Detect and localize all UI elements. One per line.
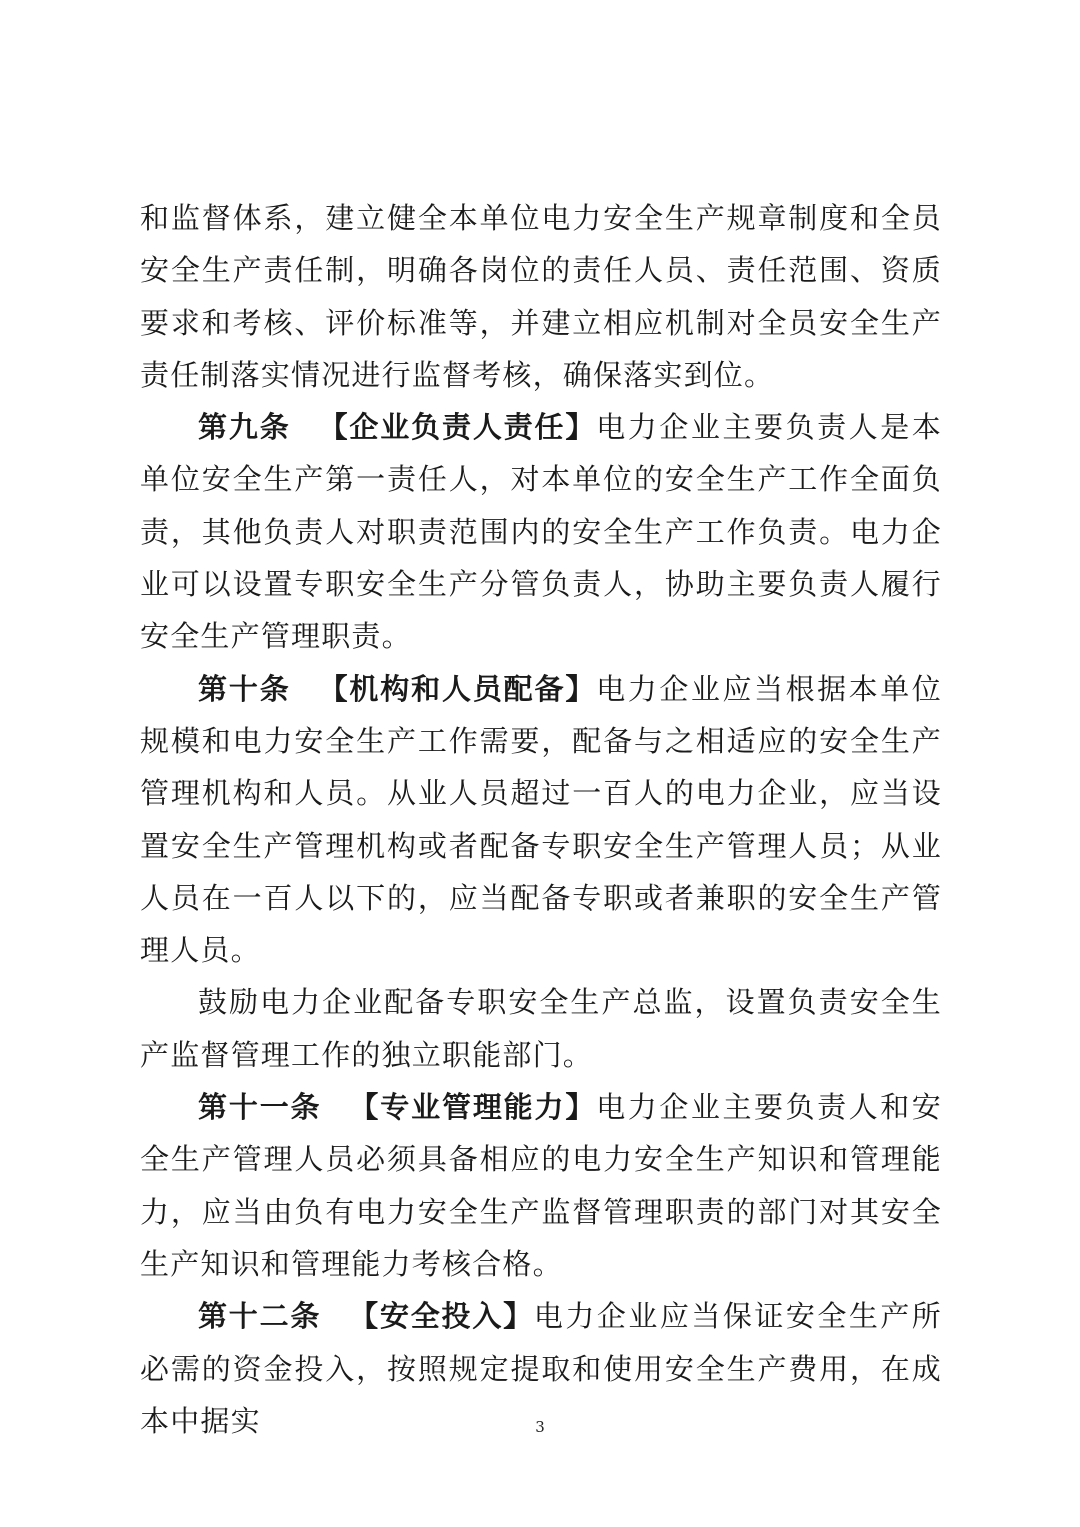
article-number: 第十一条 [198, 1090, 322, 1125]
paragraph-text: 和监督体系，建立健全本单位电力安全生产规章制度和全员安全生产责任制，明确各岗位的责任人员、责任范围、资质要求和考核、评价标准等，并建立相应机制对全员安全生产责任制落实情况进行监督考核，确保落实到位。 [140, 201, 942, 392]
article-text: 电力企业应当根据本单位规模和电力安全生产工作需要，配备与之相适应的安全生产管理机构和人员。从业人员超过一百人的电力企业，应当设置安全生产管理机构或者配备专职安全生产管理人员；从业人员在一百人以下的，应当配备专职或者兼职的安全生产管理人员。 [140, 671, 942, 968]
article-title: 【安全投入】 [349, 1299, 534, 1334]
article-text: 电力企业主要负责人是本单位安全生产第一责任人，对本单位的安全生产工作全面负责，其他负责人对职责范围内的安全生产工作负责。电力企业可以设置专职安全生产分管负责人，协助主要负责人履行安全生产管理职责。 [140, 410, 942, 654]
page-number: 3 [535, 1418, 545, 1436]
article-title: 【专业管理能力】 [349, 1090, 597, 1125]
article-11 [140, 1081, 942, 1290]
article-10 [140, 663, 942, 977]
document-body [140, 192, 942, 1447]
paragraph-continuation [140, 192, 942, 401]
article-text: 电力企业应当保证安全生产所必需的资金投入，按照规定提取和使用安全生产费用，在成本中据实 [140, 1299, 942, 1438]
article-title: 【企业负责人责任】 [318, 410, 597, 445]
article-9 [140, 401, 942, 662]
article-number: 第九条 [198, 410, 291, 445]
article-number: 第十二条 [198, 1299, 322, 1334]
article-10-paragraph-2 [140, 976, 942, 1081]
paragraph-text: 鼓励电力企业配备专职安全生产总监，设置负责安全生产监督管理工作的独立职能部门。 [140, 985, 942, 1072]
article-title: 【机构和人员配备】 [318, 671, 597, 706]
article-text: 电力企业主要负责人和安全生产管理人员必须具备相应的电力安全生产知识和管理能力，应当由负有电力安全生产监督管理职责的部门对其安全生产知识和管理能力考核合格。 [140, 1090, 942, 1281]
article-number: 第十条 [198, 671, 291, 706]
